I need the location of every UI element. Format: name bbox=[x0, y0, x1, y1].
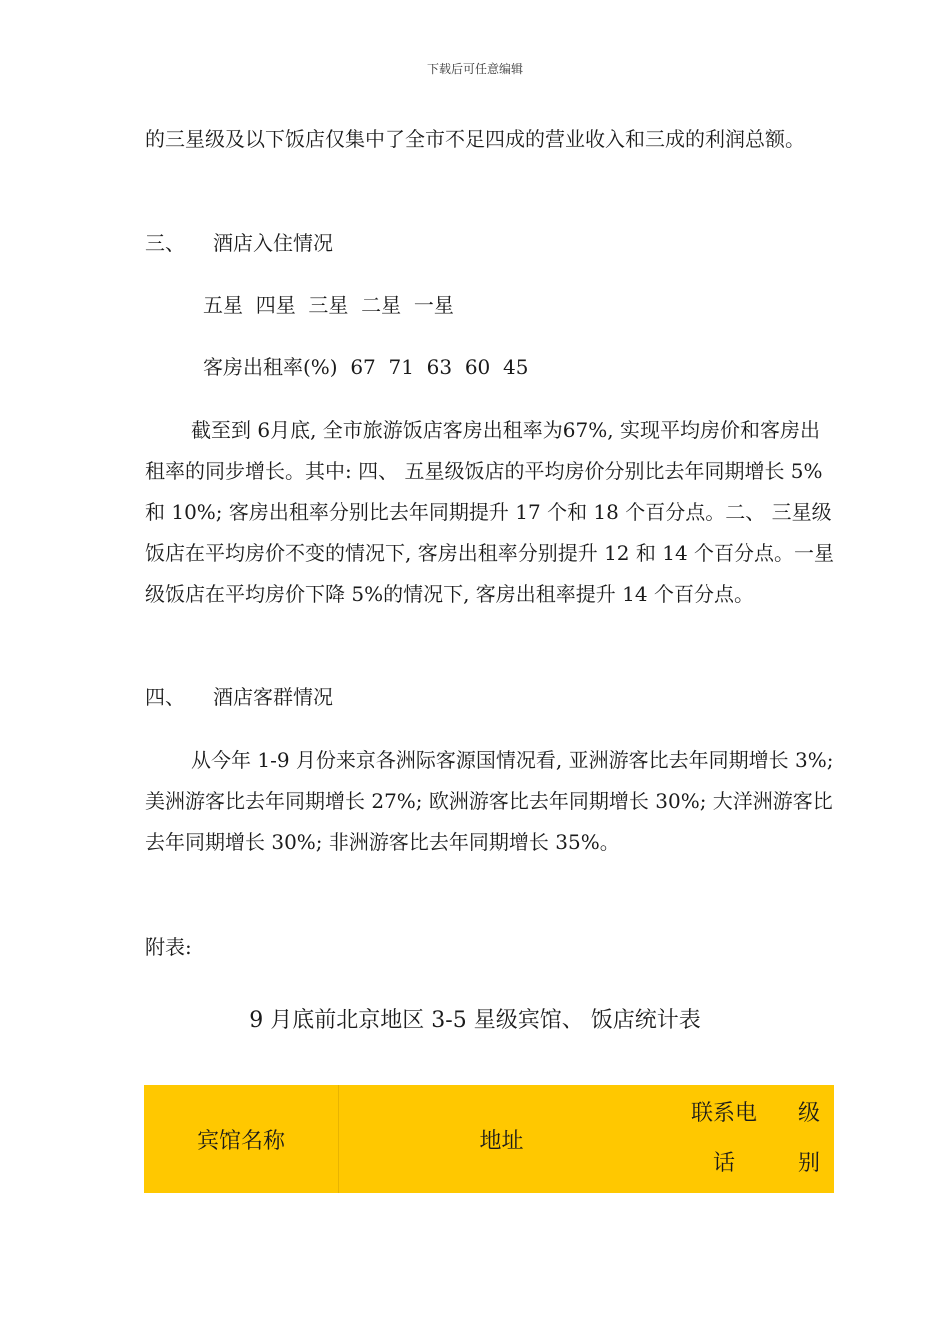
paragraph-revenue-summary: 的三星级及以下饭店仅集中了全市不足四成的营业收入和三成的利润总额。 bbox=[145, 127, 805, 151]
column-header-phone bbox=[664, 1085, 784, 1193]
section-number: 四、 bbox=[145, 685, 185, 709]
section-heading-guests bbox=[145, 682, 333, 712]
column-header-phone-line2: 话 bbox=[712, 1151, 735, 1176]
column-header-level-line1: 级 bbox=[797, 1101, 820, 1126]
occupancy-rate-row: 客房出租率(%) 67 71 63 60 45 bbox=[203, 355, 529, 379]
paragraph-guest-sources: 从今年 1-9 月份来京各洲际客源国情况看, 亚洲游客比去年同期增长 3%; 美洲游客比去年同期增长 27%; 欧洲游客比去年同期增长 30%; 大洋洲游客比去年同期增长 30%; 非洲游客比去年同期增长 35%。 bbox=[145, 748, 834, 854]
section-number: 三、 bbox=[145, 231, 185, 255]
column-header-hotel-name: 宾馆名称 bbox=[144, 1085, 339, 1193]
table-title: 9 月底前北京地区 3-5 星级宾馆、 饭店统计表 bbox=[249, 1008, 701, 1033]
section-heading-occupancy bbox=[145, 228, 333, 258]
column-header-phone-line1: 联系电 bbox=[690, 1101, 757, 1126]
star-levels-row: 五星 四星 三星 二星 一星 bbox=[203, 293, 454, 317]
paragraph-occupancy-details: 截至到 6月底, 全市旅游饭店客房出租率为67%, 实现平均房价和客房出租率的同步增长。其中: 四、 五星级饭店的平均房价分别比去年同期增长 5%和 10%; 客房出租率分别比去年同期提升 17 个和 18 个百分点。二、 三星级饭店在平均房价不变的情况下, 客房出租率分别提升 12 和 14 个百分点。一星级饭店在平均房价下降 5%的情况下, 客房出租率提升 14 个百分点。 bbox=[145, 418, 835, 606]
appendix-label: 附表: bbox=[145, 935, 192, 959]
column-header-level-line2: 别 bbox=[797, 1151, 820, 1176]
hotel-table-header bbox=[144, 1085, 834, 1193]
column-header-address: 地址 bbox=[479, 1128, 524, 1154]
section-title: 酒店客群情况 bbox=[213, 685, 333, 709]
section-title: 酒店入住情况 bbox=[213, 231, 333, 255]
column-header-level bbox=[784, 1085, 834, 1193]
header-note: 下载后可任意编辑 bbox=[426, 62, 523, 76]
